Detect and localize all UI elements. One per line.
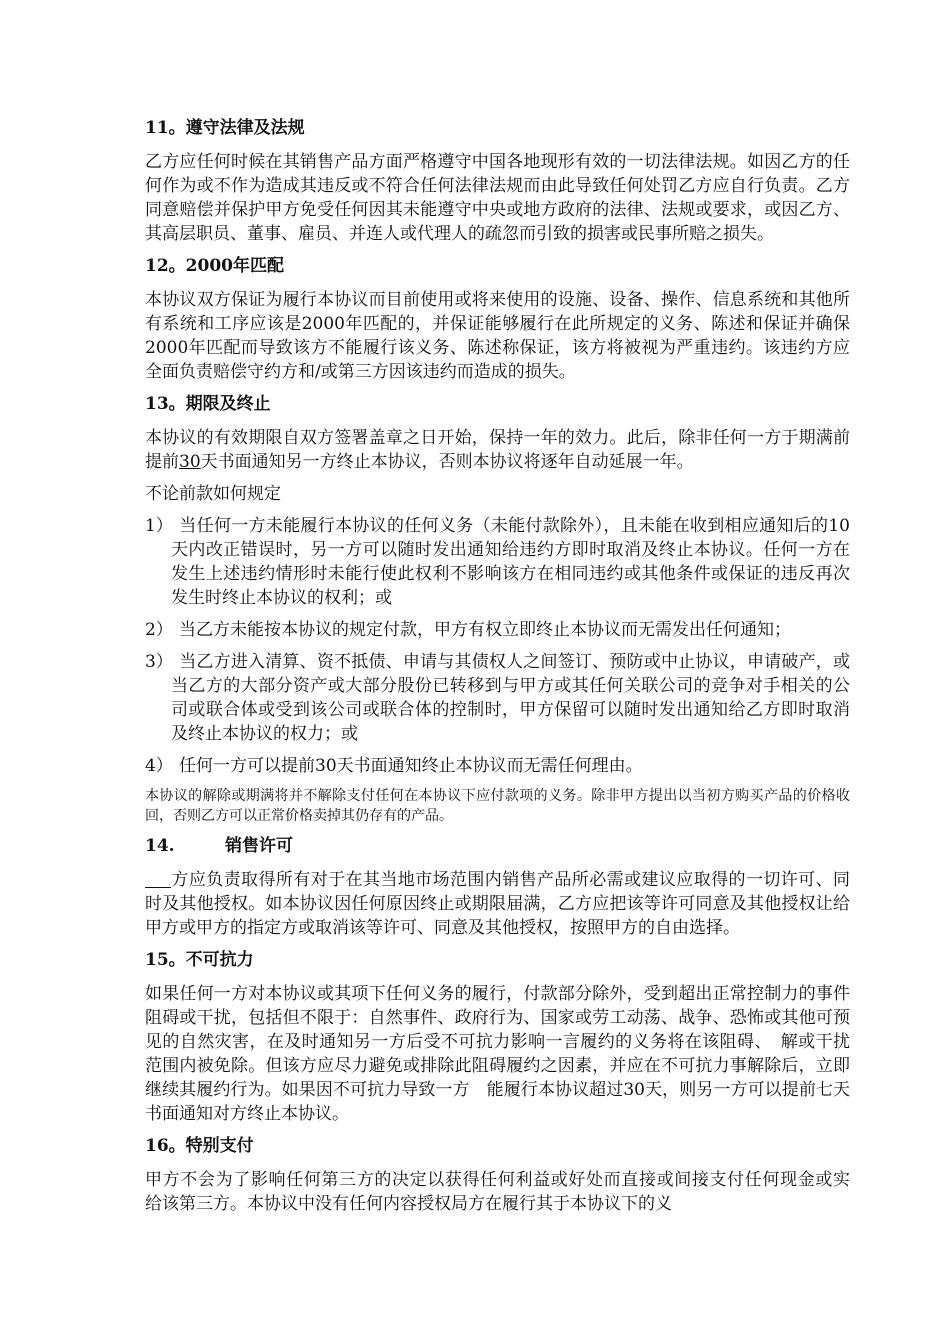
list-item xyxy=(145,650,850,746)
section-14-title: 销售许可 xyxy=(225,836,293,856)
section-14-number: 14. xyxy=(145,836,175,856)
section-13-body-a: 本协议的有效期限自双方签署盖章之日开始，保持一年的效力。此后，除非任何一方于期满前提前 xyxy=(145,428,850,472)
section-13-intro: 不论前款如何规定 xyxy=(145,484,281,504)
section-16-body: 甲方不会为了影响任何第三方的决定以获得任何利益或好处而直接或间接支付任何现金或实 给该第三方。本协议中没有任何内容授权局方在履行其于本协议下的义 xyxy=(145,1170,884,1214)
list-item xyxy=(145,754,850,778)
list-item xyxy=(145,618,850,642)
section-12-body: 本协议双方保证为履行本协议而目前使用或将来使用的设施、设备、操作、信息系统和其他所有系统和工序应该是2000年匹配的，并保证能够履行在此所规定的义务、陈述和保证并确保2000年匹配而导致该方不能履行该义务、陈述称保证，该方将被视为严重违约。该违约方应全面负责赔偿守约方和/或第三方因该违约而造成的损失。 xyxy=(145,290,850,382)
list-item-text: 任何一方可以提前30天书面通知终止本协议而无需任何理由。 xyxy=(179,756,643,776)
section-15-heading: 15。不可抗力 xyxy=(145,950,254,970)
section-11-heading: 11。遵守法律及法规 xyxy=(145,118,305,138)
section-14-body-text: 方应负责取得所有对于在其当地市场范围内销售产品所必需或建议应取得的一切许可、同时及其他授权。如本协议因任何原因终止或期限届满，乙方应把该等许可同意及其他授权让给甲方或甲方的指定方或取消该等许可、同意及其他授权，按照甲方的自由选择。 xyxy=(145,870,850,938)
section-13-note: 本协议的解除或期满将并不解除支付任何在本协议下应付款项的义务。除非甲方提出以当初方购买产品的价格收回，否则乙方可以正常价格卖掉其仍存有的产品。 xyxy=(145,788,850,824)
list-item-text: 当乙方进入清算、资不抵债、申请与其债权人之间签订、预防或中止协议，申请破产，或当乙方的大部分资产或大部分股份已转移到与甲方或其任何关联公司的竞争对手相关的公司或联合体或受到该公司或联合体的控制时，甲方保留可以随时发出通知给乙方即时取消及终止本协议的权力；或 xyxy=(171,652,850,744)
list-item-number: 4） xyxy=(145,756,173,776)
list-item-text: 当乙方未能按本协议的规定付款，甲方有权立即终止本协议而无需发出任何通知； xyxy=(179,620,791,640)
termination-list xyxy=(145,514,850,778)
section-13-body xyxy=(145,426,850,474)
list-item-number: 3） xyxy=(145,652,173,672)
notice-days: 30 xyxy=(179,452,201,472)
section-14-heading xyxy=(145,834,850,858)
blank-line xyxy=(145,869,171,888)
section-14-body xyxy=(145,868,850,940)
section-12-heading: 12。2000年匹配 xyxy=(145,256,284,276)
section-13-body-b: 天书面通知另一方终止本协议，否则本协议将逐年自动延展一年。 xyxy=(200,452,694,472)
list-item xyxy=(145,514,850,610)
list-item-number: 1） xyxy=(145,516,173,536)
section-11-body: 乙方应任何时候在其销售产品方面严格遵守中国各地现形有效的一切法律法规。如因乙方的任何作为或不作为造成其违反或不符合任何法律法规而由此导致任何处罚乙方应自行负责。乙方同意赔偿并保护甲方免受任何因其未能遵守中央或地方政府的法律、法规或要求，或因乙方、其高层职员、董事、雇员、并连人或代理人的疏忽而引致的损害或民事所赔之损失。 xyxy=(145,152,850,244)
section-13-heading: 13。期限及终止 xyxy=(145,394,271,414)
section-15-body: 如果任何一方对本协议或其项下任何义务的履行，付款部分除外，受到超出正常控制力的事件阻碍或干扰，包括但不限于：自然事件、政府行为、国家或劳工动荡、战争、恐怖或其他可预见的自然灾害，在及时通知另一方后受不可抗力影响一言履约的义务将在该阻碍、 解或干扰范围内被免除。但该方应尽力避免或排除此阻碍履约之因素，并应在不可抗力事解除后，立即继续其履约行为。如果因不可抗力导致一方 能履行本协议超过30天，则另一方可以提前七天书面通知对方终止本协议。 xyxy=(145,984,850,1124)
document-content xyxy=(145,116,884,1224)
list-item-number: 2） xyxy=(145,620,173,640)
section-16-heading: 16。特别支付 xyxy=(145,1136,254,1156)
list-item-text: 当任何一方未能履行本协议的任何义务（未能付款除外），且未能在收到相应通知后的10天内改正错误时，另一方可以随时发出通知给违约方即时取消及终止本协议。任何一方在发生上述违约情形时未能行使此权利不影响该方在相同违约或其他条件或保证的违反再次发生时终止本协议的权利；或 xyxy=(171,516,850,608)
